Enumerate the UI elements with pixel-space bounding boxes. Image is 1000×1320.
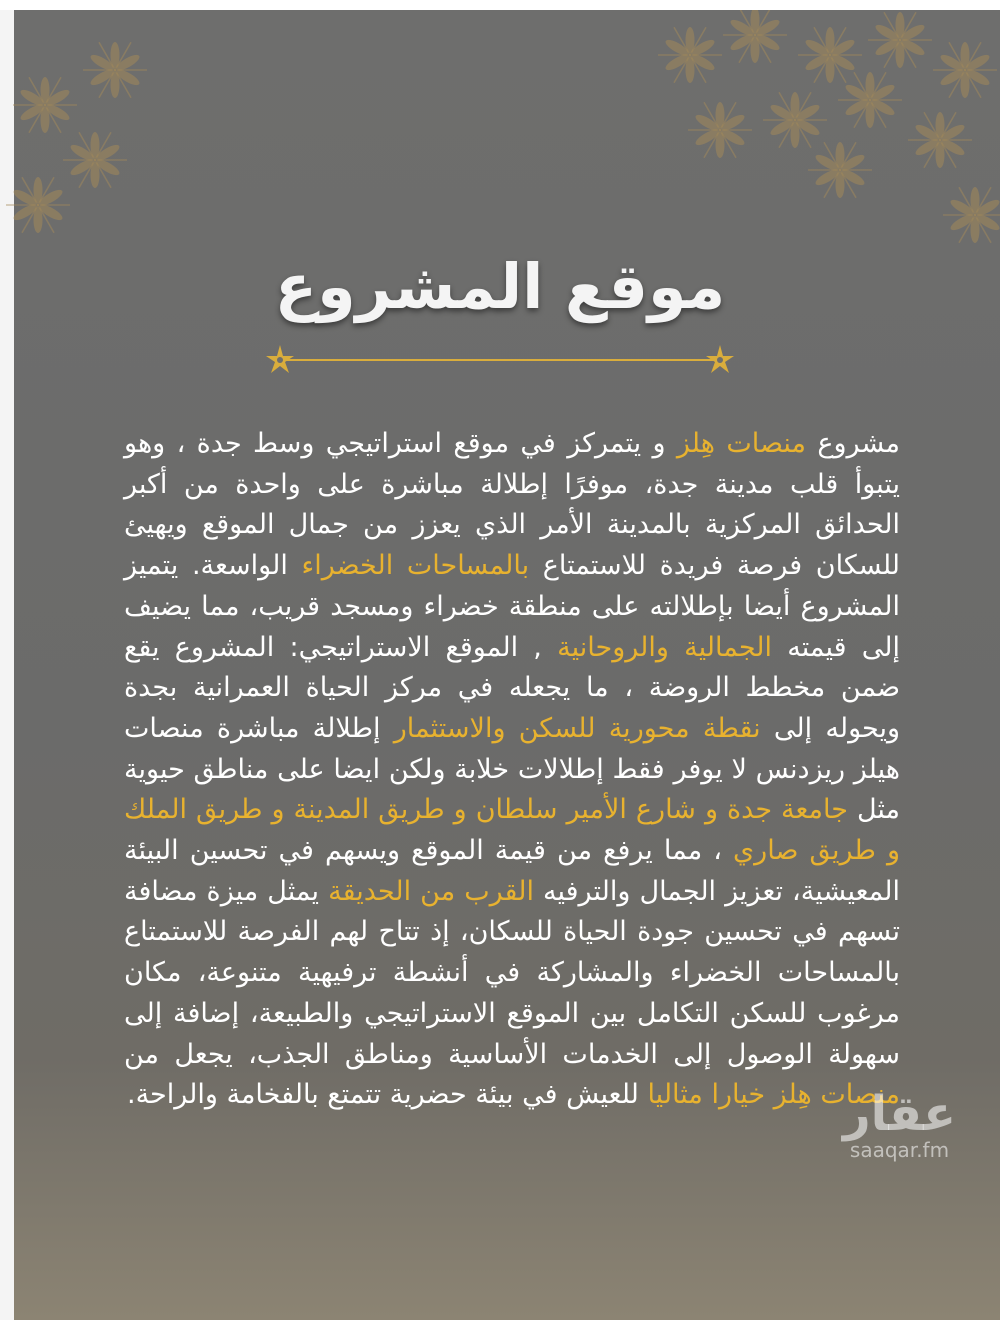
highlighted-phrase: منصات هِلز خيارا مثاليا xyxy=(647,1079,900,1111)
star-flower-pattern xyxy=(0,10,1000,270)
body-text-segment: يمثل ميزة مضافة تسهم في تحسين جودة الحياة للسكان، إذ تتاح لهم الفرصة للاستمتاع بالمساحات الخضراء والمشاركة في أنشطة ترفيهية متنوعة، مكان مرغوب للسكن التكامل بين الموقع الاستراتيجي والطبيعة، إضافة إلى سهولة الوصول إلى الخدمات الأساسية ومناطق الجذب، يجعل من xyxy=(124,875,900,1070)
highlighted-phrase: جامعة جدة و شارع الأمير سلطان و طريق المدينة و طريق الملك و طريق صاري xyxy=(124,794,900,867)
body-text-segment: للعيش في بيئة حضرية تتمتع بالفخامة والراحة. xyxy=(127,1079,648,1111)
body-text-segment: الواسعة. يتميز المشروع أيضا بإطلالته على منطقة خضراء ومسجد قريب، مما يضيف إلى قيمته xyxy=(124,550,900,663)
highlighted-phrase: القرب من الحديقة xyxy=(328,875,534,907)
body-text-segment: , الموقع الاستراتيجي: المشروع يقع ضمن مخطط الروضة ، ما يجعله في مركز الحياة العمرانية بجدة ويحوله إلى xyxy=(124,631,900,744)
project-location-description xyxy=(124,424,900,1116)
body-text-segment: إطلالة مباشرة منصات هيلز ريزدنس لا يوفر فقط إطلالات خلابة ولكن ايضا على مناطق حيوية مثل xyxy=(124,712,900,826)
ornamental-divider xyxy=(255,340,745,380)
watermark-domain: saaqar.fm xyxy=(849,1138,950,1162)
watermark xyxy=(843,1086,956,1162)
highlighted-phrase: الجمالية والروحانية xyxy=(557,631,772,663)
highlighted-phrase: بالمساحات الخضراء xyxy=(301,550,530,582)
body-text-segment: مشروع xyxy=(806,428,900,459)
info-card xyxy=(0,10,1000,1320)
highlighted-phrase: نقطة محورية للسكن والاستثمار xyxy=(393,712,761,744)
highlighted-phrase: منصات هِلز xyxy=(676,428,807,459)
page-title: موقع المشروع xyxy=(274,250,726,323)
body-text-segment: ، مما يرفع من قيمة الموقع ويسهم في تحسين البيئة المعيشية، تعزيز الجمال والترفيه xyxy=(124,835,900,907)
watermark-logo: عقار xyxy=(843,1086,956,1142)
body-text-segment: و يتمركز في موقع استراتيجي وسط جدة ، وهو يتبوأ قلب مدينة جدة، موفرًا إطلالة مباشرة على واحدة من أكبر الحدائق المركزية بالمدينة الأمر الذي يعزز من جمال الموقع ويهيئ للسكان فرصة فريدة للاستمتاع xyxy=(124,428,900,582)
